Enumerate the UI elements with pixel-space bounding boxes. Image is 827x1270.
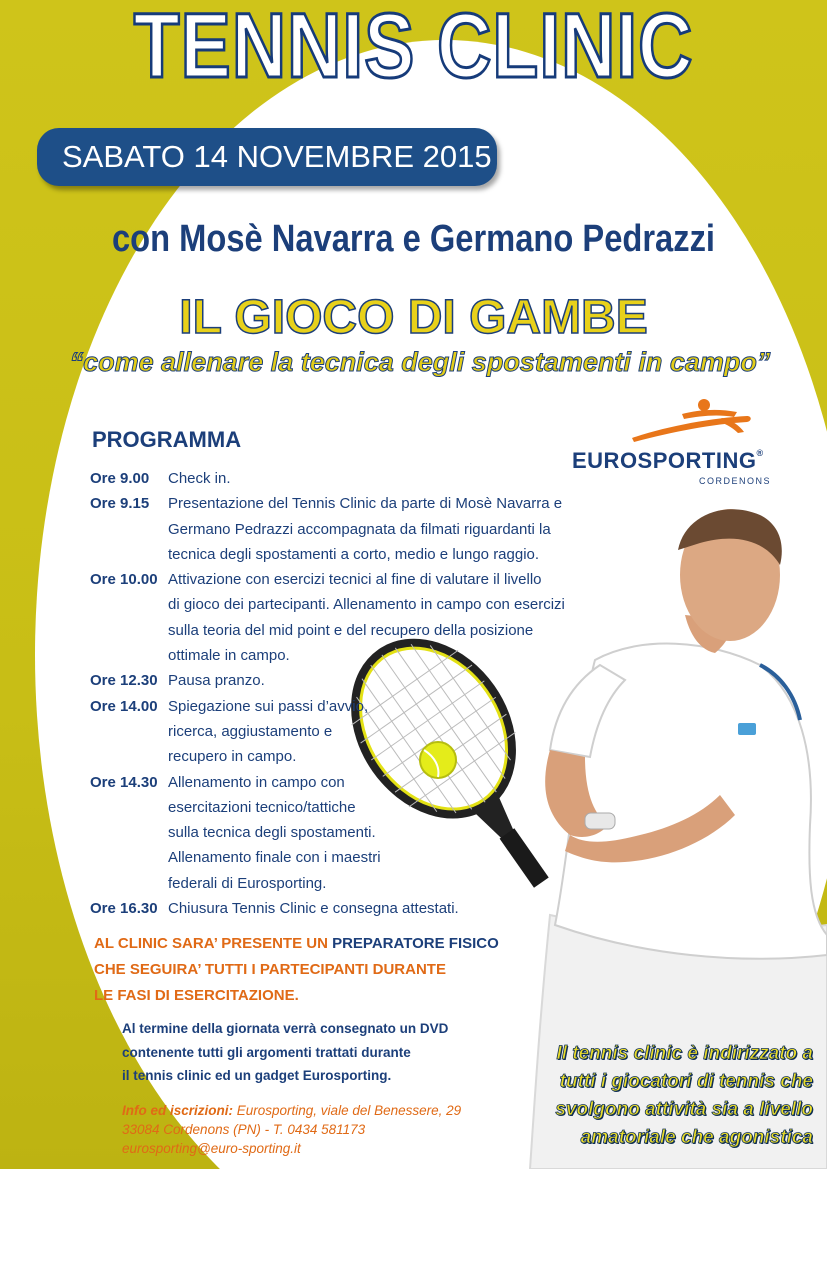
event-date: SABATO 14 NOVEMBRE 2015 bbox=[62, 139, 492, 174]
presenters-line: con Mosè Navarra e Germano Pedrazzi bbox=[111, 218, 715, 260]
schedule-description: Check in. bbox=[168, 470, 231, 487]
schedule-time: Ore 12.30 bbox=[90, 672, 158, 690]
dvd-note: Al termine della giornata verrà consegnato un DVD contenente tutti gli argomenti trattati durante il tennis clinic ed un gadget Eurosporting. bbox=[122, 1021, 449, 1083]
notice-line-1a: AL CLINIC SARA’ PRESENTE UN bbox=[94, 935, 333, 952]
notice-highlight: PREPARATORE FISICO bbox=[332, 935, 499, 952]
audience-note bbox=[555, 1040, 813, 1152]
program-heading: PROGRAMMA bbox=[92, 427, 242, 452]
notice-line-3: LE FASI DI ESERCITAZIONE. bbox=[94, 987, 299, 1004]
trainer-notice bbox=[94, 931, 499, 1009]
schedule-time: Ore 9.00 bbox=[90, 470, 150, 487]
schedule-description: Allenamento in campo con esercitazioni tecnico/tattiche sulla tecnica degli spostamenti. Allenamento finale con i maestri federali di Eurosporting. bbox=[168, 773, 381, 892]
audience-line: tutti i giocatori di tennis che bbox=[559, 1071, 813, 1092]
topic-subtitle: “come allenare la tecnica degli spostamenti in campo” bbox=[69, 347, 771, 377]
info-email[interactable]: eurosporting@euro-sporting.it bbox=[122, 1141, 301, 1156]
running-figure-icon bbox=[572, 396, 787, 451]
schedule-time: Ore 14.00 bbox=[90, 697, 158, 715]
schedule-description: Attivazione con esercizi tecnici al fine di valutare il livello di gioco dei partecipanti. Allenamento in campo con esercizi sulla teoria del mid point e del recupero della posizione ottimale in campo. bbox=[168, 571, 565, 665]
schedule-item bbox=[90, 770, 610, 896]
audience-line: amatoriale che agonistica bbox=[580, 1127, 813, 1148]
schedule-item bbox=[90, 567, 610, 668]
audience-line: svolgono attività sia a livello bbox=[555, 1099, 813, 1120]
audience-line: Il tennis clinic è indirizzato a bbox=[556, 1043, 813, 1064]
program-schedule bbox=[90, 466, 610, 921]
info-address: Eurosporting, viale del Benessere, 29 bbox=[233, 1103, 462, 1118]
schedule-time: Ore 10.00 bbox=[90, 571, 158, 589]
schedule-description: Chiusura Tennis Clinic e consegna attestati. bbox=[168, 900, 459, 918]
schedule-time: Ore 14.30 bbox=[90, 773, 158, 791]
schedule-description: Pausa pranzo. bbox=[168, 672, 265, 690]
info-label: Info ed iscrizioni: bbox=[122, 1103, 234, 1118]
schedule-item bbox=[90, 466, 610, 491]
contact-info bbox=[122, 1101, 461, 1158]
info-city-phone: 33084 Cordenons (PN) - T. 0434 581173 bbox=[122, 1122, 366, 1137]
schedule-description: Presentazione del Tennis Clinic da parte di Mosè Navarra e Germano Pedrazzi accompagnata da filmati riguardanti la tecnica degli spostamenti a corto, medio e lungo raggio. bbox=[168, 495, 563, 563]
schedule-description: Spiegazione sui passi d’avvio, ricerca, aggiustamento e recupero in campo. bbox=[168, 697, 369, 766]
schedule-time: Ore 16.30 bbox=[90, 900, 158, 918]
schedule-item bbox=[90, 694, 610, 770]
schedule-item bbox=[90, 896, 610, 921]
topic-title: IL GIOCO DI GAMBE bbox=[179, 291, 648, 344]
schedule-time: Ore 9.15 bbox=[90, 495, 150, 513]
schedule-item bbox=[90, 491, 610, 567]
logo-location: CORDENONS bbox=[699, 476, 772, 486]
notice-line-2: CHE SEGUIRA’ TUTTI I PARTECIPANTI DURANTE bbox=[94, 961, 446, 978]
schedule-item bbox=[90, 668, 610, 693]
poster-title: TENNIS CLINIC bbox=[133, 0, 694, 97]
logo-wordmark: EUROSPORTING® bbox=[572, 448, 764, 473]
